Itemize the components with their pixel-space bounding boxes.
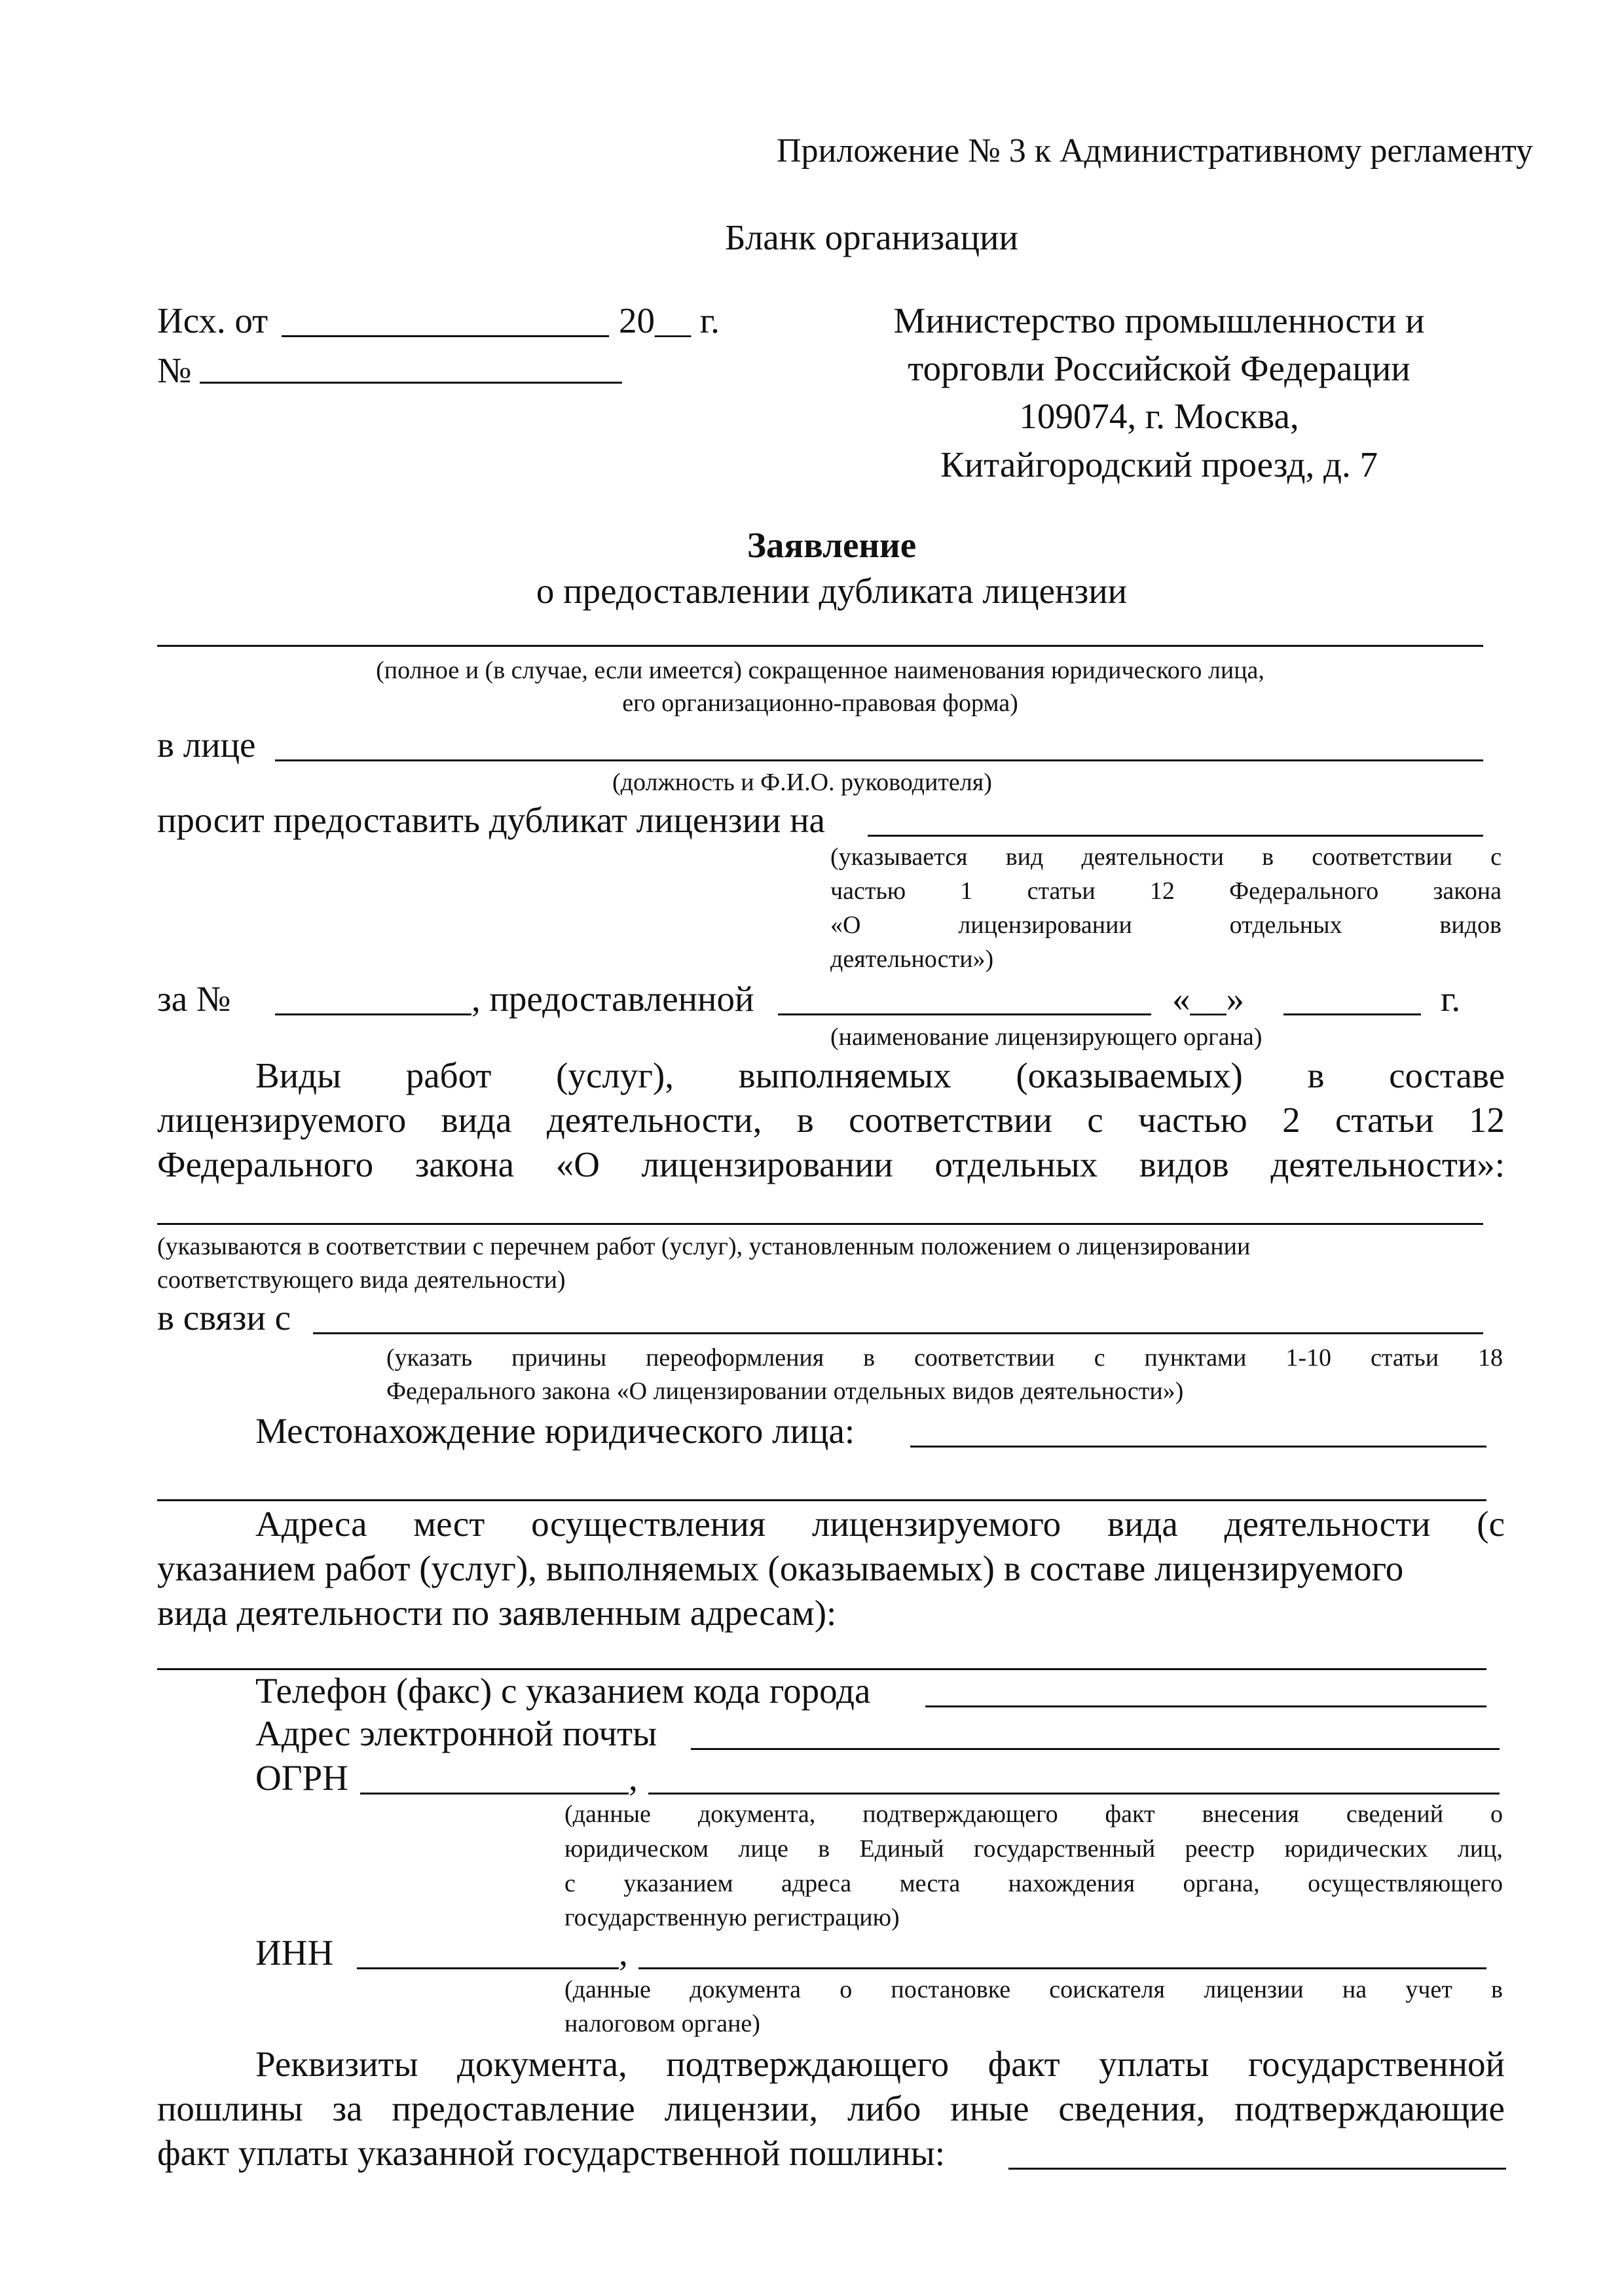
- outgoing-date-field[interactable]: [282, 335, 609, 337]
- inn-number-field[interactable]: [357, 1967, 619, 1969]
- payment-line-1: Реквизиты документа, подтверждающего факт уплаты государственной: [255, 2044, 1505, 2084]
- document-subtitle: о предоставлении дубликата лицензии: [536, 571, 1128, 611]
- license-granted-label: , предоставленной: [471, 979, 754, 1019]
- addressee-line-1: Министерство промышленности и: [893, 301, 1425, 340]
- reason-label: в связи с: [157, 1298, 291, 1338]
- representative-caption: (должность и Ф.И.О. руководителя): [612, 769, 992, 796]
- outgoing-number-field[interactable]: [200, 382, 622, 384]
- licensing-authority-field[interactable]: [778, 1013, 1151, 1015]
- licensing-authority-caption: (наименование лицензирующего органа): [830, 1023, 1263, 1051]
- inn-label: ИНН: [255, 1933, 334, 1973]
- representative-label: в лице: [157, 725, 256, 765]
- phone-label: Телефон (факс) с указанием кода города: [255, 1671, 871, 1711]
- license-year-suffix: г.: [1441, 979, 1461, 1019]
- works-line-1: Виды работ (услуг), выполняемых (оказываемых) в составе: [255, 1055, 1505, 1095]
- activity-caption-line-3: «О лицензировании отдельных видов: [830, 911, 1502, 939]
- representative-field[interactable]: [275, 759, 1483, 761]
- addresses-line-1: Адреса мест осуществления лицензируемого вида деятельности (с: [255, 1504, 1505, 1544]
- phone-field[interactable]: [925, 1705, 1486, 1707]
- entity-name-caption-2: его организационно-правовая форма): [622, 689, 1018, 717]
- activity-caption-line-4: деятельности»): [830, 945, 994, 973]
- location-label: Местонахождение юридического лица:: [255, 1411, 855, 1451]
- ogrn-comma: ,: [629, 1758, 638, 1798]
- entity-name-field[interactable]: [157, 645, 1483, 647]
- ogrn-label: ОГРН: [255, 1758, 348, 1798]
- organization-blank-label: Бланк организации: [725, 217, 1018, 257]
- ogrn-caption-line-1: (данные документа, подтверждающего факт внесения сведений о: [564, 1800, 1503, 1828]
- works-line-2: лицензируемого вида деятельности, в соответствии с частью 2 статьи 12: [157, 1100, 1505, 1140]
- works-line-3: Федерального закона «О лицензировании отдельных видов деятельности»:: [157, 1144, 1505, 1184]
- inn-document-field[interactable]: [638, 1967, 1486, 1969]
- license-date-day[interactable]: «__»: [1172, 979, 1244, 1019]
- document-title: Заявление: [747, 525, 917, 565]
- addresses-line-2: указанием работ (услуг), выполняемых (оказываемых) в составе лицензируемого: [157, 1548, 1404, 1588]
- ogrn-caption-line-2: юридическом лице в Единый государственный реестр юридических лиц,: [564, 1835, 1503, 1863]
- addressee-line-4: Китайгородский проезд, д. 7: [940, 445, 1378, 484]
- ogrn-caption-line-4: государственную регистрацию): [564, 1904, 900, 1931]
- outgoing-number-label: №: [157, 350, 192, 390]
- addresses-field[interactable]: [157, 1668, 1486, 1670]
- activity-caption-line-2: частью 1 статьи 12 Федерального закона: [830, 877, 1502, 905]
- outgoing-year: 20__ г.: [619, 301, 720, 340]
- activity-type-field[interactable]: [868, 835, 1483, 837]
- location-field[interactable]: [910, 1446, 1486, 1448]
- request-label: просит предоставить дубликат лицензии на: [157, 800, 825, 840]
- works-caption-1: (указываются в соответствии с перечнем работ (услуг), установленным положением о лицензировании: [157, 1233, 1251, 1260]
- inn-comma: ,: [619, 1933, 628, 1973]
- inn-caption-line-2: налоговом органе): [564, 2010, 760, 2037]
- addressee-line-2: торговли Российской Федерации: [908, 348, 1411, 388]
- works-caption-2: соответствующего вида деятельности): [157, 1266, 566, 1294]
- addresses-line-3: вида деятельности по заявленным адресам):: [157, 1593, 837, 1633]
- entity-name-caption-1: (полное и (в случае, если имеется) сокращенное наименования юридического лица,: [376, 657, 1264, 684]
- ogrn-document-field[interactable]: [648, 1793, 1500, 1795]
- license-number-label: за №: [157, 979, 231, 1019]
- payment-line-2: пошлины за предоставление лицензии, либо иные сведения, подтверждающие: [157, 2088, 1505, 2128]
- reason-caption-line-2: Федерального закона «О лицензировании отдельных видов деятельности»): [386, 1377, 1184, 1405]
- reason-caption-line-1: (указать причины переоформления в соответствии с пунктами 1-10 статьи 18: [386, 1344, 1503, 1372]
- addressee-line-3: 109074, г. Москва,: [1019, 396, 1299, 436]
- activity-caption-line-1: (указывается вид деятельности в соответствии с: [830, 843, 1502, 871]
- payment-line-3: факт уплаты указанной государственной пошлины:: [157, 2133, 945, 2173]
- works-list-field[interactable]: [157, 1223, 1483, 1225]
- license-date-field[interactable]: [1283, 1013, 1421, 1015]
- email-field[interactable]: [691, 1748, 1500, 1750]
- location-field-continued[interactable]: [157, 1499, 1486, 1501]
- appendix-note: Приложение № 3 к Административному регламенту: [777, 132, 1534, 170]
- license-number-field[interactable]: [275, 1013, 471, 1015]
- ogrn-number-field[interactable]: [360, 1793, 629, 1795]
- ogrn-caption-line-3: с указанием адреса места нахождения органа, осуществляющего: [564, 1870, 1503, 1897]
- reason-field[interactable]: [313, 1332, 1483, 1334]
- payment-details-field[interactable]: [1008, 2168, 1506, 2170]
- email-label: Адрес электронной почты: [255, 1713, 657, 1753]
- inn-caption-line-1: (данные документа о постановке соискателя лицензии на учет в: [564, 1976, 1503, 2003]
- outgoing-from-label: Исх. от: [157, 301, 268, 340]
